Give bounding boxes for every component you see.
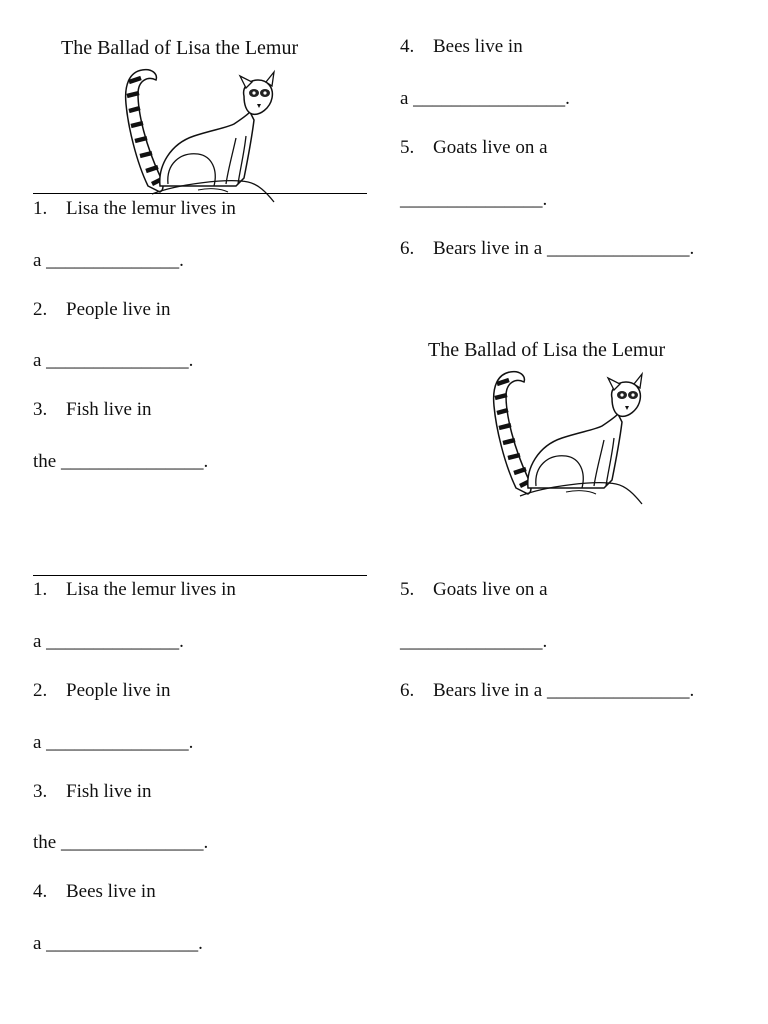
question-text: Fish live in bbox=[66, 399, 152, 420]
answer-line-4-a: a ________________. bbox=[400, 88, 570, 109]
question-number: 1. bbox=[33, 198, 48, 219]
answer-line-1-a: a ______________. bbox=[33, 250, 184, 271]
answer-line-2-a: a _______________. bbox=[33, 350, 194, 371]
question-number: 4. bbox=[400, 36, 415, 57]
question-6-b bbox=[400, 681, 694, 700]
question-text: Bears live in a _______________. bbox=[433, 680, 695, 701]
question-number: 6. bbox=[400, 238, 415, 259]
question-2-b bbox=[33, 681, 170, 700]
answer-line-3-b: the _______________. bbox=[33, 832, 209, 853]
question-number: 3. bbox=[33, 781, 48, 802]
question-text: People live in bbox=[66, 299, 171, 320]
question-2-a bbox=[33, 300, 170, 319]
question-text: Lisa the lemur lives in bbox=[66, 579, 236, 600]
answer-line-3-a: the _______________. bbox=[33, 451, 209, 472]
question-text: Goats live on a bbox=[433, 137, 548, 158]
question-text: Fish live in bbox=[66, 781, 152, 802]
question-6-a bbox=[400, 239, 694, 258]
question-number: 4. bbox=[33, 881, 48, 902]
question-text: Bees live in bbox=[433, 36, 523, 57]
worksheet-title-a: The Ballad of Lisa the Lemur bbox=[61, 37, 299, 59]
question-5-a bbox=[400, 138, 548, 157]
question-3-a bbox=[33, 400, 152, 419]
answer-line-1-b: a ______________. bbox=[33, 631, 184, 652]
worksheet-title-b: The Ballad of Lisa the Lemur bbox=[428, 339, 666, 361]
lemur-illustration-a bbox=[108, 66, 284, 206]
question-3-b bbox=[33, 782, 152, 801]
answer-line-4-b: a ________________. bbox=[33, 933, 203, 954]
lemur-illustration-b bbox=[476, 368, 652, 508]
divider-line-a bbox=[33, 193, 367, 194]
question-4-b bbox=[33, 882, 156, 901]
answer-line-2-b: a _______________. bbox=[33, 732, 194, 753]
question-text: Bears live in a _______________. bbox=[433, 238, 695, 259]
question-number: 5. bbox=[400, 579, 415, 600]
question-text: Goats live on a bbox=[433, 579, 548, 600]
question-number: 2. bbox=[33, 680, 48, 701]
question-1-b bbox=[33, 580, 236, 599]
question-number: 3. bbox=[33, 399, 48, 420]
question-number: 2. bbox=[33, 299, 48, 320]
answer-line-5-a: _______________. bbox=[400, 189, 548, 210]
question-text: Bees live in bbox=[66, 881, 156, 902]
question-5-b bbox=[400, 580, 548, 599]
question-number: 1. bbox=[33, 579, 48, 600]
question-number: 5. bbox=[400, 137, 415, 158]
question-text: People live in bbox=[66, 680, 171, 701]
question-1-a bbox=[33, 199, 236, 218]
divider-line-b bbox=[33, 575, 367, 576]
question-text: Lisa the lemur lives in bbox=[66, 198, 236, 219]
answer-line-5-b: _______________. bbox=[400, 631, 548, 652]
question-number: 6. bbox=[400, 680, 415, 701]
question-4-a bbox=[400, 37, 523, 56]
